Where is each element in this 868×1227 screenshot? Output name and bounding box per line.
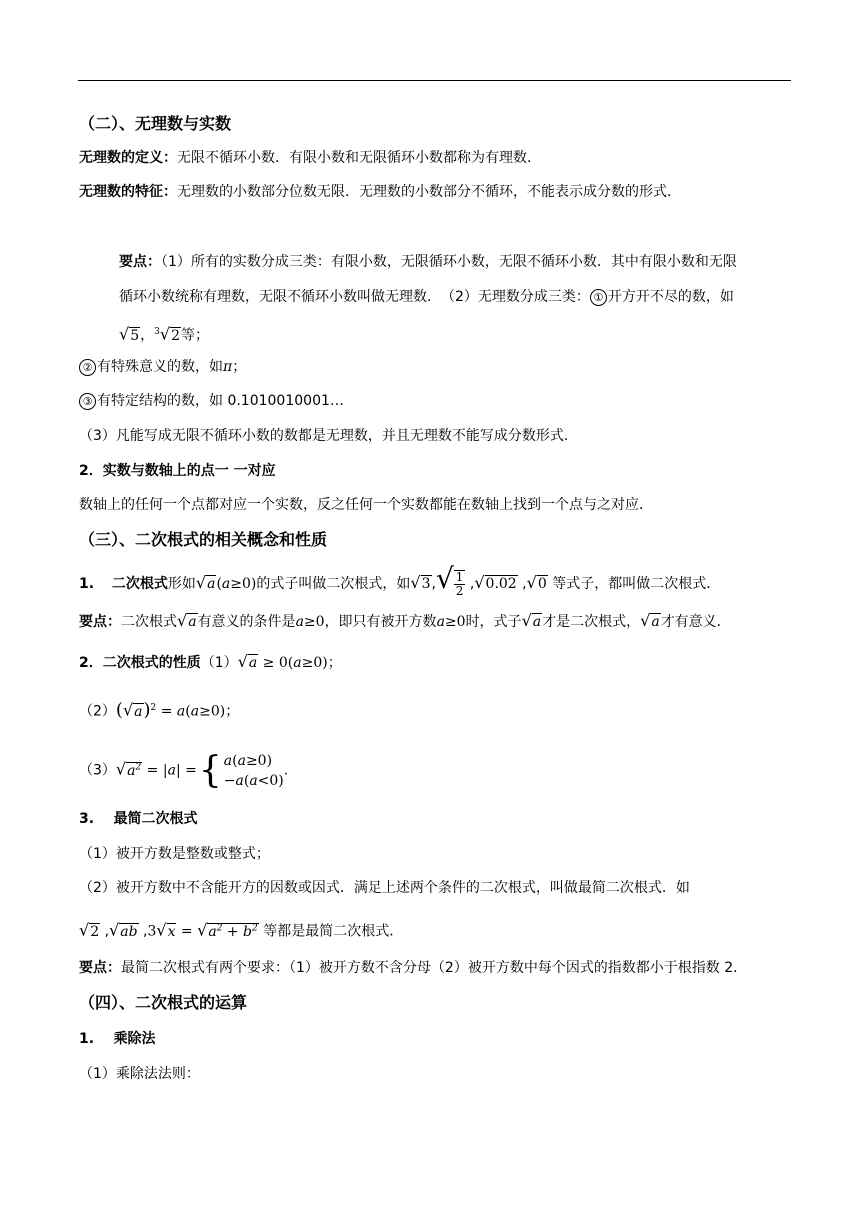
circled-three: ③	[79, 393, 96, 410]
number-line-text: 数轴上的任何一个点都对应一个实数，反之任何一个实数都能在数轴上找到一个点与之对应．	[79, 497, 653, 513]
radicand-0-02: 0.02	[485, 576, 517, 592]
property-1-num: （1）	[200, 655, 238, 671]
sqrt-symbol: √	[79, 920, 90, 940]
simplest-keypoint-text: 最简二次根式有两个要求：（1）被开方数不含分母（2）被开方数中每个因式的指数都小于根指数 2．	[121, 960, 748, 976]
radicand-a2-b2: $a^2 + b^2$	[208, 923, 258, 940]
paren-open: (	[115, 699, 123, 721]
radicand-a: a	[188, 614, 197, 630]
keypoint-text-3-end: 等；	[180, 327, 209, 344]
multiplication-division-rule: （1）乘除法法则：	[79, 1066, 200, 1082]
irrational-features	[79, 182, 681, 202]
item-number-1: 1.	[79, 1031, 95, 1047]
radicand-a: a	[532, 614, 542, 630]
property-2-num: （2）	[79, 703, 116, 720]
radical-property-3: $(3)√a^2 = |a|$ ={ a(a≥0) −a(a<0) .	[79, 749, 289, 791]
sqrt-symbol: √	[474, 573, 485, 592]
kp-text-6: 才有意义．	[660, 614, 731, 630]
radicand-x: x	[167, 923, 176, 940]
sqrt-symbol: √	[195, 573, 207, 592]
sqrt-symbol: √	[122, 700, 134, 720]
features-text: 无理数的小数部分位数无限．无理数的小数部分不循环，不能表示成分数的形式．	[177, 184, 681, 200]
simplest-examples: √2 ,√ab $,3√x = √a^2 + b^2$ 等都是最简二次根式．	[79, 920, 404, 940]
kp-text-1: 二次根式	[121, 614, 177, 630]
sqrt-symbol: √	[237, 652, 248, 671]
sqrt-symbol: √	[115, 759, 127, 779]
sqrt-symbol: √	[435, 562, 454, 595]
item-number-1: 1.	[79, 576, 95, 592]
keypoint-label: 要点：	[119, 254, 161, 270]
keypoint-line-2	[119, 287, 734, 307]
kp-text-5: 才是二次根式，	[542, 614, 641, 630]
multiplication-division-title	[79, 1029, 156, 1049]
section-title-operations: （四）、二次根式的运算	[79, 993, 248, 1012]
radicand-5: 5	[130, 327, 140, 344]
piecewise-cases: a(a≥0) −a(a<0)	[223, 752, 284, 789]
radicand-a: a	[134, 703, 143, 720]
irrational-type-3	[79, 391, 344, 411]
fraction-one-half: $\frac{1}{2}$	[455, 570, 464, 598]
sqrt-symbol: √	[156, 920, 167, 940]
radical-text-1: 形如	[167, 576, 196, 592]
keypoint-text-2a: 循环小数统称有理数，无限不循环小数叫做无理数． （2）无理数分成三类：	[119, 289, 590, 305]
pi-symbol: π	[223, 359, 233, 375]
radicand-0: 0	[537, 576, 547, 592]
simplest-radical-label: 最简二次根式	[113, 811, 198, 827]
equals: =	[176, 923, 198, 940]
sqrt-symbol: √	[197, 920, 208, 940]
keypoint-text-1: （1）所有的实数分成三类：有限小数，无限循环小数，无限不循环小数．其中有限小数和无限	[161, 254, 737, 270]
radical-label: 二次根式	[111, 576, 168, 592]
condition-a-ge-0: (a≥0)	[216, 576, 257, 592]
simplest-condition-1: （1）被开方数是整数或整式；	[79, 846, 270, 862]
property-1-formula: ≥ 0(a≥0)	[258, 655, 328, 671]
exponent-2: 2	[150, 703, 157, 713]
kp-text-4: 时，式子	[465, 614, 522, 630]
radical-text-2: 的式子叫做二次根式，如	[256, 576, 411, 592]
sqrt-symbol: √	[640, 611, 651, 630]
radical-keypoint-line	[79, 611, 731, 632]
kp-text-3: ，即只有被开方数	[324, 614, 437, 630]
type-3-text: 有特定结构的数，如 0.1010010001…	[97, 393, 344, 409]
sqrt-symbol: √	[119, 324, 130, 344]
definition-label: 无理数的定义：	[79, 150, 177, 166]
radical-definition-line: 1. 二次根式形如√a(a≥0)的式子叫做二次根式，如√3,√ $\frac{1}{2}$ ,√0.02 ,√0 等式子，都叫做二次根式．	[79, 562, 721, 598]
circled-two: ②	[79, 359, 96, 376]
radicand-a-squared: $a^2$	[127, 762, 142, 779]
cbrt-symbol: √	[159, 324, 171, 344]
abs-a: = |a| =	[142, 762, 197, 779]
keypoint-line-1	[119, 252, 737, 272]
radicand-a: a	[207, 576, 216, 592]
property-2-formula: = a(a≥0)	[156, 703, 226, 720]
coefficient-3: 3	[147, 923, 157, 940]
radicand-2: 2	[90, 923, 100, 940]
keypoint-text-2b: 开方开不尽的数，如	[607, 289, 734, 305]
sqrt-symbol: √	[410, 573, 421, 592]
simplest-examples-end: 等都是最简二次根式．	[263, 923, 404, 940]
a-ge-0: a≥0	[295, 614, 325, 630]
sqrt-symbol: √	[526, 573, 537, 592]
radicand-ab: ab	[120, 923, 138, 940]
keypoint-3: （3）凡能写成无限不循环小数的数都是无理数，并且无理数不能写成分数形式．	[79, 428, 578, 444]
keypoint-label: 要点：	[79, 614, 121, 630]
radicand-a: a	[651, 614, 660, 630]
simplest-radical-title	[79, 809, 198, 829]
a-ge-0: a≥0	[436, 614, 466, 630]
irrational-type-2	[79, 357, 246, 377]
properties-label: 2．二次根式的性质	[79, 655, 201, 671]
type-2-end: ；	[232, 359, 247, 375]
circled-one: ①	[590, 289, 607, 306]
radicand-a: a	[248, 655, 258, 671]
multiplication-division-label: 乘除法	[113, 1031, 156, 1047]
radical-property-1: 2．二次根式的性质（1）√a ≥ 0(a≥0)；	[79, 652, 342, 671]
cube-root-index: 3	[154, 327, 160, 337]
section-title-irrational: （二）、无理数与实数	[79, 114, 232, 133]
sqrt-symbol: √	[109, 920, 120, 940]
features-label: 无理数的特征：	[79, 184, 177, 200]
paren-close: )	[143, 699, 151, 721]
kp-text-2: 有意义的条件是	[197, 614, 296, 630]
type-2-text: 有特殊意义的数，如	[97, 359, 223, 375]
keypoint-line-3: √5，$^3$√2等；	[119, 324, 209, 344]
simplest-condition-2: （2）被开方数中不含能开方的因数或因式．满足上述两个条件的二次根式，叫做最简二次根式．如	[79, 880, 690, 896]
radical-text-3: 等式子，都叫做二次根式．	[552, 576, 721, 592]
sqrt-symbol: √	[177, 611, 188, 630]
header-rule	[78, 80, 791, 81]
simplest-keypoint	[79, 958, 747, 978]
radicand-2: 2	[171, 327, 180, 344]
keypoint-label: 要点：	[79, 960, 121, 976]
subsection-real-number-line: 2．实数与数轴上的点一 一对应	[79, 463, 276, 479]
sqrt-symbol: √	[521, 611, 532, 630]
irrational-definition	[79, 148, 541, 168]
left-brace: {	[198, 749, 222, 791]
item-number-3: 3.	[79, 811, 95, 827]
section-title-quadratic-radical: （三）、二次根式的相关概念和性质	[79, 530, 328, 549]
definition-text: 无限不循环小数．有限小数和无限循环小数都称为有理数．	[177, 150, 541, 166]
property-3-num: （3）	[79, 762, 116, 779]
radical-property-2: $(2)(√a)^2 = a(a\ge 0)$；	[79, 699, 240, 721]
radicand-3: 3	[421, 576, 431, 592]
